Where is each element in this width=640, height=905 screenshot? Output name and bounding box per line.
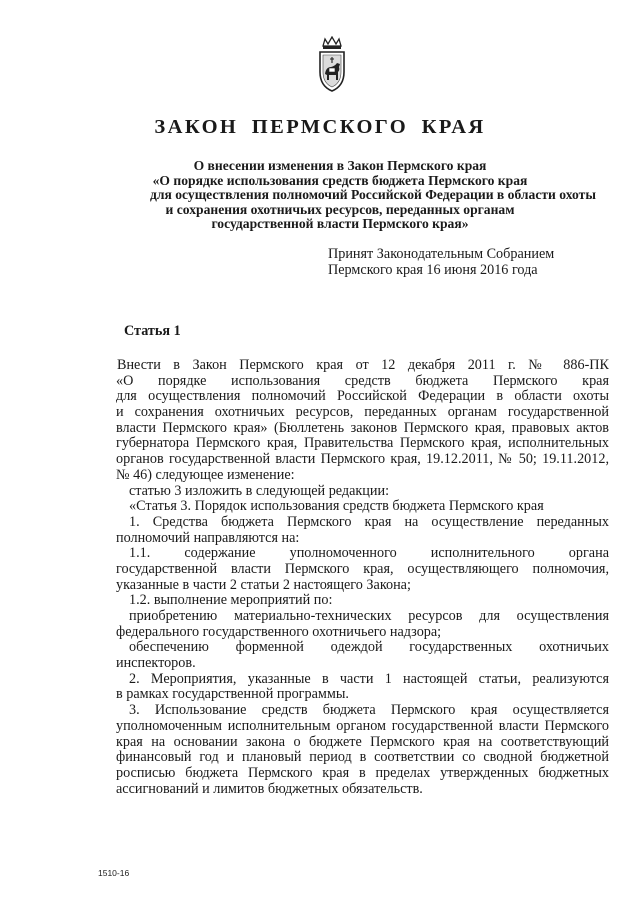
subtitle-line: государственной власти Пермского края»: [211, 216, 469, 232]
body-line: Внести в Закон Пермского края от 12 декабря 2011 г. № 886-ПК: [117, 357, 609, 373]
body-line: инспекторов.: [116, 655, 196, 672]
subtitle-line: и сохранения охотничьих ресурсов, переданных органам: [165, 201, 515, 217]
body-line: края на основании закона о бюджете Пермского края на соответствующий: [116, 733, 609, 750]
law-title-word-1: ЗАКОН: [154, 116, 239, 138]
body-line: ассигнований и лимитов бюджетных обязательств.: [116, 780, 423, 797]
body-line: органов государственной власти Пермского края, 19.12.2011, № 50; 19.11.2012,: [116, 451, 609, 468]
adoption-line: Принят Законодательным Собранием: [328, 246, 555, 262]
body-line: для осуществления полномочий Российской Федерации в области охоты: [116, 388, 609, 405]
law-title: [0, 116, 640, 139]
body-line: «Статья 3. Порядок использования средств бюджета Пермского края: [129, 498, 544, 515]
body-line: обеспечению форменной одеждой государственных охотничьих: [129, 639, 609, 656]
body-line: росписью бюджета Пермского края в пределах утвержденных бюджетных: [116, 764, 609, 781]
body-line: государственной власти Пермского края, осуществляющего полномочия,: [116, 560, 609, 577]
body-line: приобретению материально-технических ресурсов для осуществления: [129, 608, 609, 624]
body-line: статью 3 изложить в следующей редакции:: [129, 482, 390, 499]
body-line: указанные в части 2 статьи 2 настоящего Закона;: [116, 576, 411, 593]
body-line: полномочий направляются на:: [116, 529, 300, 546]
adoption-line: Пермского края 16 июня 2016 года: [328, 261, 538, 278]
body-line: «О порядке использования средств бюджета Пермского края: [116, 372, 609, 389]
body-line: финансовый год и плановый период в соответствии со сводной бюджетной: [116, 749, 609, 766]
law-subtitle: [150, 158, 596, 232]
law-title-word-2: ПЕРМСКОГО: [251, 116, 409, 138]
body-line: власти Пермского края» (Бюллетень законов Пермского края, правовых актов: [116, 419, 609, 436]
body-line: № 46) следующее изменение:: [116, 466, 295, 483]
body-line: 1.2. выполнение мероприятий по:: [129, 592, 333, 609]
article-body: [116, 358, 609, 797]
body-line: 3. Использование средств бюджета Пермского края осуществляется: [129, 702, 609, 719]
body-line: уполномоченным исполнительным органом государственной власти Пермского: [116, 717, 609, 734]
law-title-word-3: КРАЯ: [421, 116, 486, 138]
body-line: в рамках государственной программы.: [116, 686, 349, 703]
document-code: 1510-16: [98, 868, 130, 878]
subtitle-line: для осуществления полномочий Российской Федерации в области охоты: [150, 187, 596, 203]
body-line: губернатора Пермского края, Правительства Пермского края, исполнительных: [116, 435, 609, 452]
body-line: 1. Средства бюджета Пермского края на осуществление переданных: [129, 513, 609, 530]
article-heading: Статья 1: [124, 323, 181, 339]
body-line: 2. Мероприятия, указанные в части 1 настоящей статьи, реализуются: [129, 670, 609, 687]
adoption-note: [328, 247, 554, 278]
coat-of-arms-icon: [317, 36, 347, 92]
body-line: федерального государственного охотничьего надзора;: [116, 623, 442, 640]
subtitle-line: О внесении изменения в Закон Пермского края: [193, 158, 487, 173]
body-line: 1.1. содержание уполномоченного исполнительного органа: [129, 545, 609, 562]
body-line: и сохранения охотничьих ресурсов, переданных органам государственной: [116, 404, 609, 421]
subtitle-line: «О порядке использования средств бюджета Пермского края: [152, 172, 528, 188]
